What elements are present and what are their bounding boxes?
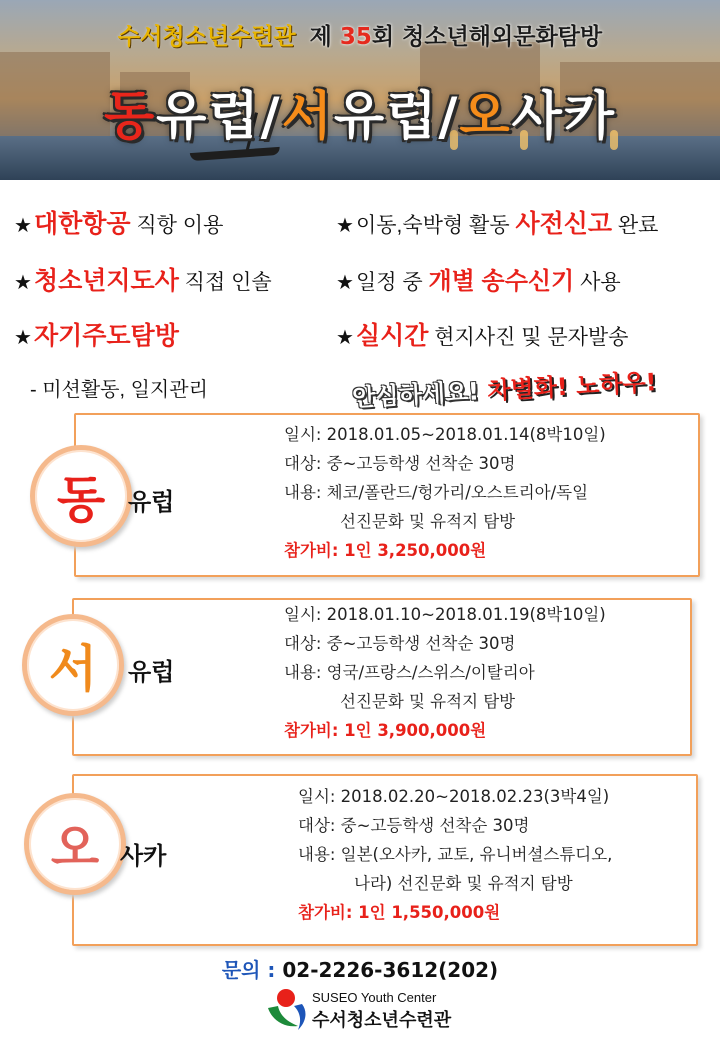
program-destination: 사카 bbox=[120, 842, 167, 870]
program-content: 내용: 체코/폴란드/헝가리/오스트리아/독일 bbox=[284, 483, 589, 502]
feature-item: ★청소년지도사 직접 인솔 bbox=[14, 267, 272, 295]
slogan: 안심하세요! 차별화! 노하우! bbox=[351, 368, 658, 412]
program-fee: 참가비: 1인 3,250,000원 bbox=[284, 541, 487, 560]
star-icon: ★ bbox=[336, 272, 354, 294]
program-destination: 유럽 bbox=[128, 658, 175, 686]
logo-korean-name: 수서청소년수련관 bbox=[312, 1010, 452, 1030]
feature-item: ★자기주도탐방 bbox=[14, 322, 179, 350]
program-content: 내용: 영국/프랑스/스위스/이탈리아 bbox=[284, 663, 535, 682]
header-banner bbox=[0, 0, 720, 180]
logo-english-name: SUSEO Youth Center bbox=[312, 990, 437, 1005]
program-date: 일시: 2018.01.05~2018.01.14(8박10일) bbox=[284, 425, 606, 444]
program-content-cont: 선진문화 및 유적지 탐방 bbox=[340, 512, 516, 531]
star-icon: ★ bbox=[14, 327, 32, 349]
feature-item: ★일정 중 개별 송수신기 사용 bbox=[336, 268, 621, 295]
program-badge: 서 bbox=[22, 614, 124, 716]
program-target: 대상: 중~고등학생 선착순 30명 bbox=[298, 816, 530, 835]
program-content: 내용: 일본(오사카, 교토, 유니버셜스튜디오, bbox=[298, 845, 613, 864]
program-destination: 유럽 bbox=[128, 488, 175, 516]
feature-item: ★대한항공 직항 이용 bbox=[14, 210, 224, 238]
program-fee: 참가비: 1인 3,900,000원 bbox=[284, 721, 487, 740]
program-badge: 오 bbox=[24, 793, 126, 895]
program-date: 일시: 2018.02.20~2018.02.23(3박4일) bbox=[298, 787, 610, 806]
contact-phone: 02-2226-3612(202) bbox=[275, 958, 499, 982]
program-target: 대상: 중~고등학생 선착순 30명 bbox=[284, 634, 516, 653]
star-icon: ★ bbox=[336, 327, 354, 349]
program-content-cont: 나라) 선진문화 및 유적지 탐방 bbox=[354, 874, 573, 893]
program-target: 대상: 중~고등학생 선착순 30명 bbox=[284, 454, 516, 473]
contact-label: 문의 : bbox=[221, 958, 276, 982]
event-subtitle: 수서청소년수련관 제 35회 청소년해외문화탐방 bbox=[117, 24, 603, 50]
star-icon: ★ bbox=[14, 272, 32, 294]
program-fee: 참가비: 1인 1,550,000원 bbox=[298, 903, 501, 922]
feature-item: ★이동,숙박형 활동 사전신고 완료 bbox=[336, 210, 659, 238]
program-info bbox=[284, 420, 606, 565]
organization-name: 수서청소년수련관 bbox=[117, 24, 296, 50]
star-icon: ★ bbox=[14, 215, 32, 237]
program-info bbox=[298, 782, 612, 927]
feature-item: ★실시간 현지사진 및 문자발송 bbox=[336, 322, 629, 350]
feature-sub-note: - 미션활동, 일지관리 bbox=[30, 379, 208, 401]
program-info bbox=[284, 600, 606, 745]
contact-info bbox=[0, 954, 720, 983]
center-logo-icon bbox=[258, 986, 318, 1034]
star-icon: ★ bbox=[336, 215, 354, 237]
program-badge: 동 bbox=[30, 445, 132, 547]
program-date: 일시: 2018.01.10~2018.01.19(8박10일) bbox=[284, 605, 606, 624]
program-content-cont: 선진문화 및 유적지 탐방 bbox=[340, 692, 516, 711]
page-title: 동유럽/서유럽/오사카 bbox=[103, 87, 617, 147]
